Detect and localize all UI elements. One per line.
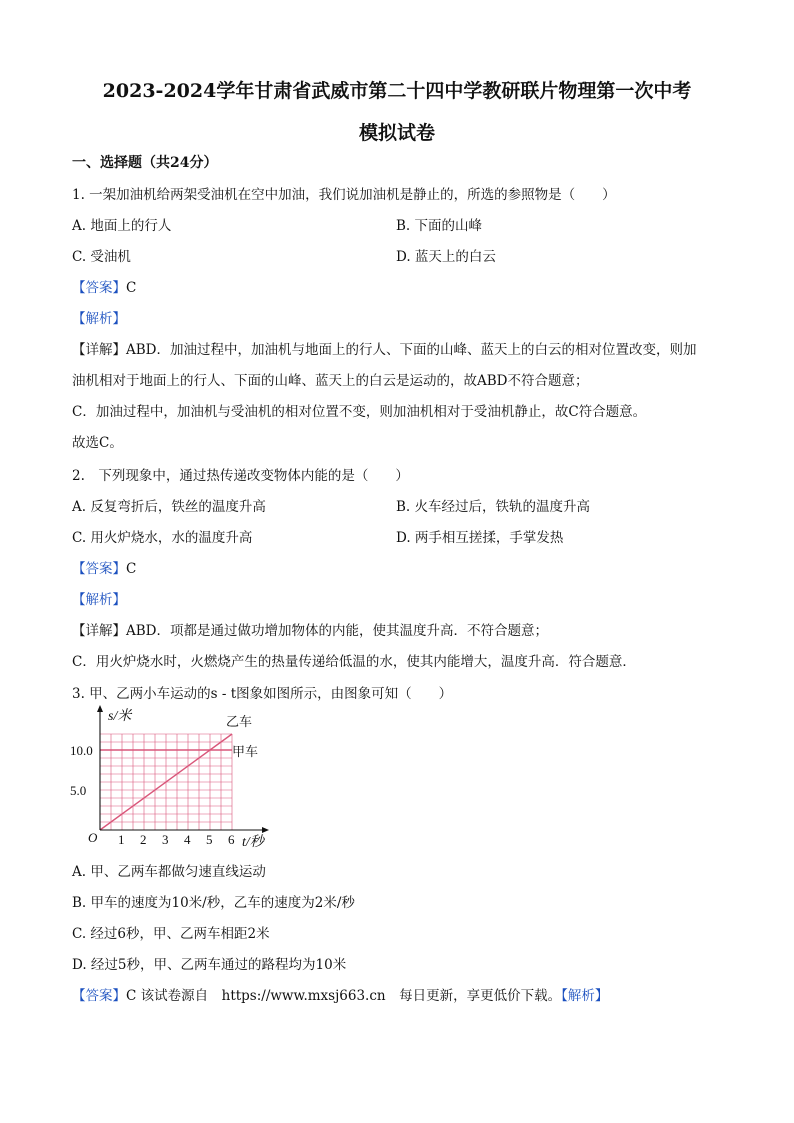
q3-option-d: D. 经过5秒，甲、乙两车通过的路程均为10米 bbox=[72, 957, 347, 973]
analysis-tag: 【解析】 bbox=[561, 988, 609, 1004]
q1-analysis-tag: 【解析】 bbox=[72, 311, 126, 327]
q2-stem: 2. 下列现象中，通过热传递改变物体内能的是（ ） bbox=[72, 468, 409, 484]
x-tick-label: 2 bbox=[140, 832, 147, 847]
answer-tag: 【答案】 bbox=[72, 561, 126, 577]
series-label-jia: 甲车 bbox=[232, 744, 259, 759]
y-tick-label: 5.0 bbox=[70, 783, 87, 798]
x-axis-label: t/秒 bbox=[242, 835, 264, 850]
q1-option-d: D. 蓝天上的白云 bbox=[396, 249, 496, 265]
section-heading: 一、选择题（共24分） bbox=[72, 155, 218, 171]
q1-stem: 1. 一架加油机给两架受油机在空中加油，我们说加油机是静止的，所选的参照物是（ ） bbox=[72, 187, 616, 203]
q3-answer-line bbox=[72, 984, 608, 1004]
q3-option-a: A. 甲、乙两车都做匀速直线运动 bbox=[72, 864, 266, 880]
y-tick-label: 10.0 bbox=[70, 743, 93, 758]
q3-option-c: C. 经过6秒，甲、乙两车相距2米 bbox=[72, 926, 270, 942]
origin-label: O bbox=[88, 830, 98, 845]
detail-tag: 【详解】 bbox=[72, 342, 126, 358]
q1-option-b: B. 下面的山峰 bbox=[396, 218, 483, 234]
q1-detail-line2: 油机相对于地面上的行人、下面的山峰、蓝天上的白云是运动的，故ABD不符合题意； bbox=[72, 373, 589, 389]
answer-value: C 该试卷源自 https://www.mxsj663.cn 每日更新，享更低价下载。 bbox=[126, 988, 562, 1004]
q1-detail-line3: C．加油过程中，加油机与受油机的相对位置不变，则加油机相对于受油机静止，故C符合题意。 bbox=[72, 404, 647, 420]
detail-tag: 【详解】 bbox=[72, 623, 126, 639]
x-axis-arrow-icon bbox=[262, 827, 269, 833]
q2-detail-line2: C．用火炉烧水时，火燃烧产生的热量传递给低温的水，使其内能增大，温度升高．符合题意． bbox=[72, 654, 636, 670]
q1-option-c: C. 受油机 bbox=[72, 249, 131, 265]
q3-stem: 3. 甲、乙两小车运动的s - t图象如图所示，由图象可知（ ） bbox=[72, 686, 453, 702]
q2-option-c: C. 用火炉烧水，水的温度升高 bbox=[72, 530, 253, 546]
detail-text: ABD．加油过程中，加油机与地面上的行人、下面的山峰、蓝天上的白云的相对位置改变，则加 bbox=[126, 342, 697, 358]
q1-detail-line4: 故选C。 bbox=[72, 435, 123, 451]
q3-option-b: B. 甲车的速度为10米/秒，乙车的速度为2米/秒 bbox=[72, 895, 355, 911]
s-t-graph bbox=[70, 702, 300, 852]
paper-title-line2: 模拟试卷 bbox=[358, 122, 435, 144]
series-label-yi: 乙车 bbox=[226, 714, 253, 729]
answer-value: C bbox=[126, 561, 137, 577]
x-tick-label: 1 bbox=[118, 832, 125, 847]
q2-answer bbox=[72, 557, 136, 577]
q1-option-a: A. 地面上的行人 bbox=[72, 218, 172, 234]
q2-analysis-tag: 【解析】 bbox=[72, 592, 126, 608]
q1-answer bbox=[72, 276, 136, 296]
x-tick-label: 5 bbox=[206, 832, 213, 847]
y-axis-arrow-icon bbox=[97, 705, 103, 712]
q2-detail-line1 bbox=[72, 619, 548, 639]
q2-option-a: A. 反复弯折后，铁丝的温度升高 bbox=[72, 499, 266, 515]
answer-tag: 【答案】 bbox=[72, 280, 126, 296]
answer-tag: 【答案】 bbox=[72, 988, 126, 1004]
answer-value: C bbox=[126, 280, 137, 296]
paper-title-line1: 2023-2024学年甘肃省武威市第二十四中学教研联片物理第一次中考 bbox=[102, 80, 692, 102]
x-tick-label: 3 bbox=[162, 832, 169, 847]
q2-option-d: D. 两手相互搓揉，手掌发热 bbox=[396, 530, 564, 546]
q1-detail-line1 bbox=[72, 338, 697, 358]
detail-text: ABD．项都是通过做功增加物体的内能，使其温度升高．不符合题意； bbox=[126, 623, 548, 639]
y-axis-label: s/米 bbox=[108, 709, 132, 724]
x-tick-label: 4 bbox=[184, 832, 191, 847]
q2-option-b: B. 火车经过后，铁轨的温度升高 bbox=[396, 499, 591, 515]
x-tick-label: 6 bbox=[228, 832, 235, 847]
